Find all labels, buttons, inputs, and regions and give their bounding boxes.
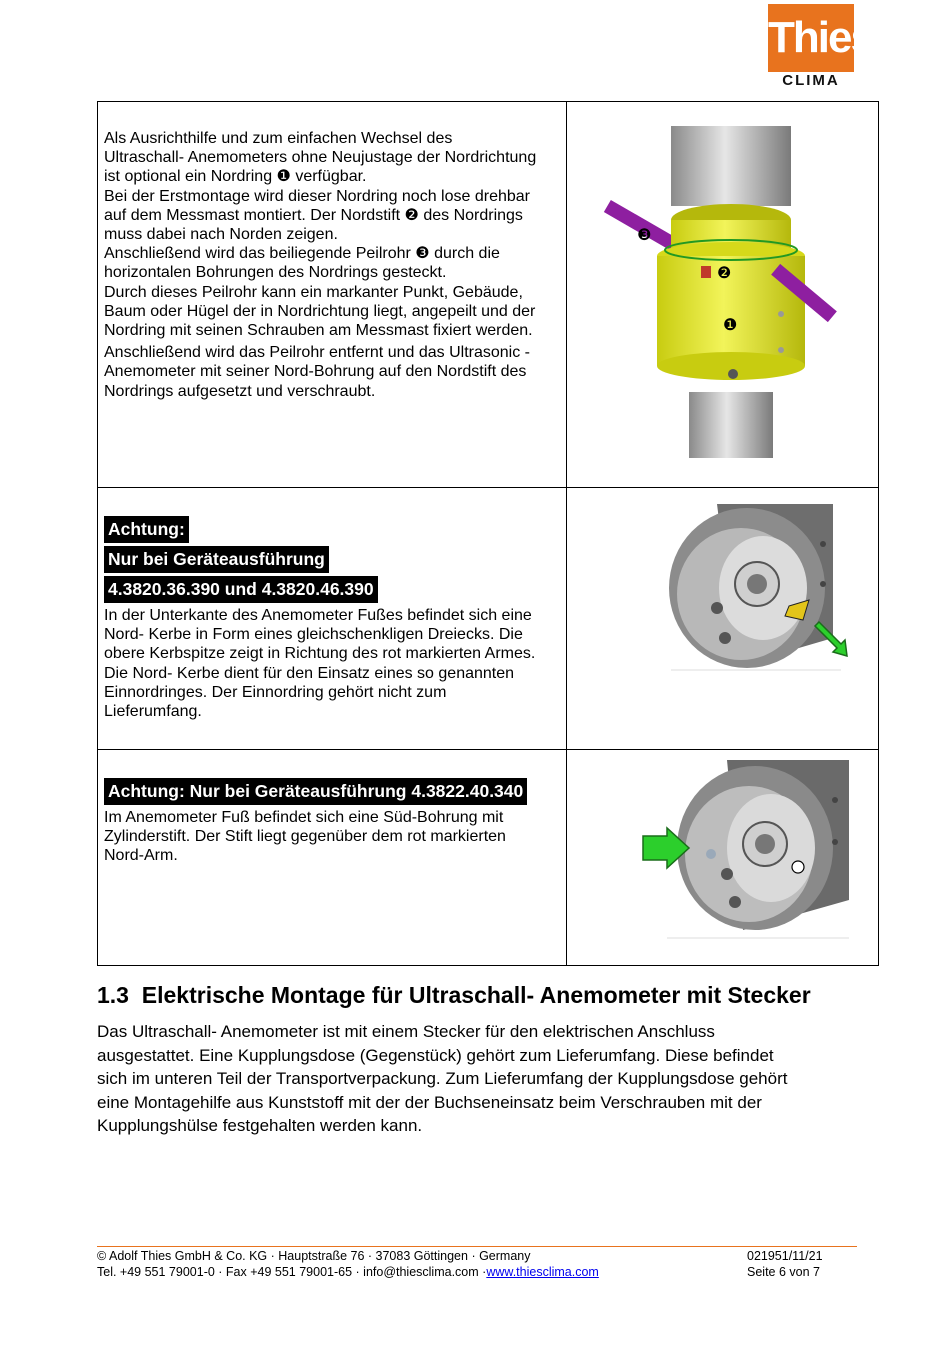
text-line: Anschließend wird das beiliegende Peilrohr ❸ durch die <box>104 245 500 263</box>
sued-bohrung-circle-icon <box>792 861 804 873</box>
nordring-image-cell <box>567 102 879 488</box>
montage-paragraph <box>97 1020 857 1138</box>
text-line: eine Montagehilfe aus Kunststoff mit der der Buchseneinsatz beim Verschrauben mit der <box>97 1092 762 1112</box>
nordring-text-cell <box>98 102 567 488</box>
anemometer-base-illustration <box>567 488 878 744</box>
text-line: ist optional ein Nordring ❶ verfügbar. <box>104 168 367 186</box>
text-line: Zylinderstift. Der Stift liegt gegenüber dem rot markierten <box>104 828 506 846</box>
nordring-illustration <box>567 102 878 482</box>
section-heading <box>97 982 811 1009</box>
text-line: Einnordringes. Der Einnordring gehört nicht zum <box>104 683 447 701</box>
nordring-paragraph-2 <box>104 343 566 401</box>
text-line: Anschließend wird das Peilrohr entfernt und das Ultrasonic - <box>104 344 530 362</box>
text-line: Anemometer mit seiner Nord-Bohrung auf den Nordstift des <box>104 363 527 381</box>
text-line: muss dabei nach Norden zeigen. <box>104 226 338 244</box>
footer-address <box>97 1249 599 1280</box>
nordstift <box>701 266 711 278</box>
anemometer-base-sued-illustration <box>567 750 878 960</box>
text-line: Nordrings aufgesetzt und verschraubt. <box>104 382 376 400</box>
text-line: Als Ausrichthilfe und zum einfachen Wechsel des <box>104 130 453 147</box>
text-line: horizontalen Bohrungen des Nordrings gesteckt. <box>104 264 447 282</box>
table-row-suedbohrung <box>98 750 879 966</box>
logo-sub: CLIMA <box>782 72 840 89</box>
text-line: In der Unterkante des Anemometer Fußes befindet sich eine <box>104 607 532 624</box>
warning-header: Nur bei Geräteausführung <box>104 546 329 573</box>
doc-number: 021951/11/21 <box>747 1249 823 1263</box>
section-title: Elektrische Montage für Ultraschall- Anemometer mit Stecker <box>141 982 811 1008</box>
text-line: Das Ultraschall- Anemometer ist mit einem Stecker für den elektrischen Anschluss <box>97 1022 715 1041</box>
footer-doc-info <box>747 1249 823 1280</box>
text-line: sich im unteren Teil der Transportverpackung. Zum Lieferumfang der Kupplungsdose gehört <box>97 1069 788 1088</box>
logo-brand: Thies <box>768 4 854 72</box>
nordkerbe-paragraph <box>104 606 566 721</box>
text-line: Lieferumfang. <box>104 703 202 721</box>
text-line: obere Kerbspitze zeigt in Richtung des rot markierten Armes. <box>104 645 536 663</box>
warning-header: 4.3820.36.390 und 4.3820.46.390 <box>104 576 378 603</box>
text-line: Nordring mit seinen Schrauben am Messmast fixiert werden. <box>104 322 533 340</box>
text-line: Durch dieses Peilrohr kann ein markanter Punkt, Gebäude, <box>104 283 523 301</box>
suedbohrung-paragraph <box>104 808 566 866</box>
page-number: Seite 6 von 7 <box>747 1264 820 1279</box>
instruction-table <box>97 101 879 966</box>
text-line: ausgestattet. Eine Kupplungsdose (Gegenstück) gehört zum Lieferumfang. Diese befindet <box>97 1045 774 1065</box>
text-line: Kupplungshülse festgehalten werden kann. <box>97 1116 423 1135</box>
text-line: Baum oder Hügel der in Nordrichtung liegt, angepeilt und der <box>104 302 536 320</box>
footer-divider <box>97 1246 857 1247</box>
table-row-nordring <box>98 102 879 488</box>
table-row-nordkerbe <box>98 488 879 750</box>
warning-header: Achtung: Nur bei Geräteausführung 4.3822.40.340 <box>104 778 527 805</box>
nordkerbe-text-cell <box>98 488 567 750</box>
text-line: Bei der Erstmontage wird dieser Nordring noch lose drehbar <box>104 187 530 205</box>
suedbohrung-image-cell <box>567 750 879 966</box>
marker-1: ❶ <box>723 315 738 334</box>
text-line: Im Anemometer Fuß befindet sich eine Süd-Bohrung mit <box>104 809 504 826</box>
text-line: auf dem Messmast montiert. Der Nordstift ❷ des Nordrings <box>104 206 523 224</box>
marker-3: ❸ <box>637 225 652 244</box>
text-line: Nord- Kerbe in Form eines gleichschenkligen Dreiecks. Die <box>104 626 523 644</box>
footer-line-1: © Adolf Thies GmbH & Co. KG · Hauptstraße 76 · 37083 Göttingen · Germany <box>97 1249 531 1263</box>
website-link[interactable]: www.thiesclima.com <box>486 1264 599 1279</box>
text-line: Nord-Arm. <box>104 847 178 865</box>
nordring-paragraph <box>104 129 566 340</box>
suedbohrung-text-cell <box>98 750 567 966</box>
footer-line-2: Tel. +49 551 79001-0 · Fax +49 551 79001-65 · info@thiesclima.com · <box>97 1264 487 1279</box>
text-line: Die Nord- Kerbe dient für den Einsatz eines so genannten <box>104 664 515 682</box>
section-number: 1.3 <box>97 982 129 1008</box>
thies-clima-logo <box>768 4 873 89</box>
nordkerbe-image-cell <box>567 488 879 750</box>
marker-2: ❷ <box>717 263 732 282</box>
text-line: Ultraschall- Anemometers ohne Neujustage der Nordrichtung <box>104 149 537 167</box>
warning-header: Achtung: <box>104 516 189 543</box>
